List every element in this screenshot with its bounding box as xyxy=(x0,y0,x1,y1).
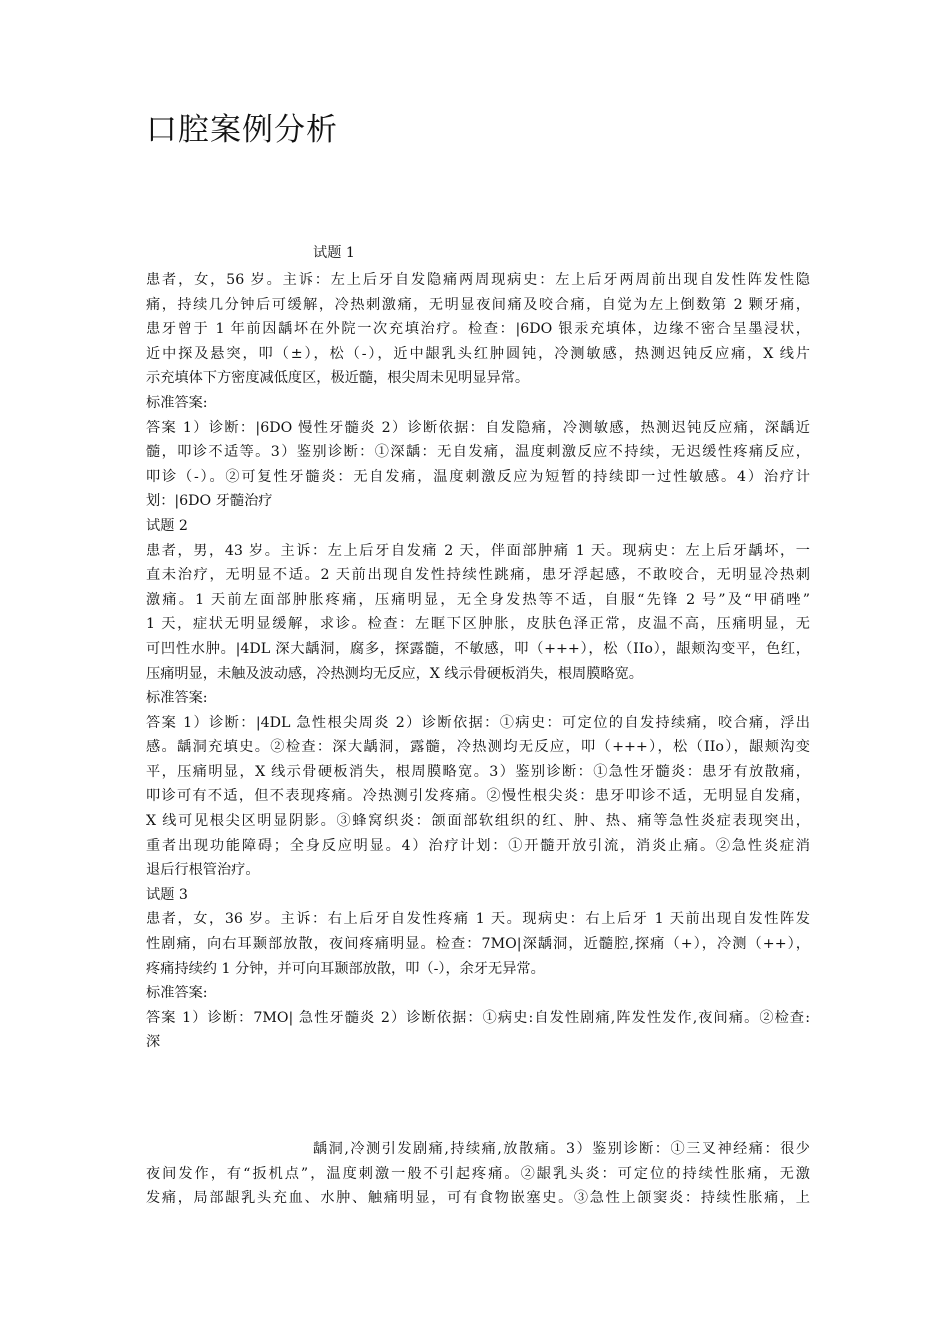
continuation-line: 龋洞,冷测引发剧痛,持续痛,放散痛。3）鉴别诊断：①三叉神经痛：很少 xyxy=(313,1141,810,1157)
question-2-heading: 试题 2 xyxy=(146,517,188,534)
q3-answer-line: 深 xyxy=(146,1034,161,1051)
q1-answer-line: 叩诊（-）。②可复性牙髓炎：无自发痛，温度刺激反应为短暂的持续即一过性敏感。4）治疗计 xyxy=(146,468,810,485)
question-1-body xyxy=(146,268,810,1055)
q2-answer-line: X 线可见根尖区明显阴影。③蜂窝织炎：颌面部软组织的红、肿、热、痛等急性炎症表现突出， xyxy=(146,813,810,830)
q2-answer-line: 答案 1）诊断：|4DL 急性根尖周炎 2）诊断依据：①病史：可定位的自发持续痛，咬合痛，浮出 xyxy=(146,714,810,731)
q2-line: 直未治疗，无明显不适。2 天前出现自发性持续性跳痛，患牙浮起感，不敢咬合，无明显冷热刺 xyxy=(146,567,810,584)
q2-answer-line: 感。龋洞充填史。②检查：深大龋洞，露髓，冷热测均无反应，叩（+++），松（IIo），龈颊沟变 xyxy=(146,739,810,756)
continuation-line: 夜间发作，有“扳机点”，温度刺激一般不引起疼痛。②龈乳头炎：可定位的持续性胀痛，无激 xyxy=(146,1165,810,1182)
q3-line: 疼痛持续约 1 分钟，并可向耳颞部放散，叩（-），余牙无异常。 xyxy=(146,960,545,977)
q2-answer-line: 退后行根管治疗。 xyxy=(146,862,260,879)
q1-answer-label: 标准答案: xyxy=(146,394,208,411)
continuation-body xyxy=(146,1137,810,1211)
q3-line: 性剧痛，向右耳颞部放散，夜间疼痛明显。检查：7MO|深龋洞，近髓腔,探痛（+），冷测（++）， xyxy=(146,936,810,953)
q1-answer-line: 答案 1）诊断：|6DO 慢性牙髓炎 2）诊断依据：自发隐痛，冷测敏感，热测迟钝反应痛，深龋近 xyxy=(146,419,810,436)
q2-line: 1 天，症状无明显缓解，求诊。检查：左眶下区肿胀，皮肤色泽正常，皮温不高，压痛明显，无 xyxy=(146,616,810,633)
q3-answer-line: 答案 1）诊断：7MO| 急性牙髓炎 2）诊断依据：①病史:自发性剧痛,阵发性发作,夜间痛。②检查: xyxy=(146,1009,810,1026)
q2-line: 激痛。1 天前左面部肿胀疼痛，压痛明显，无全身发热等不适，自服“先锋 2 号”及“甲硝唑” xyxy=(146,591,810,608)
q1-line: 患者，女，56 岁。主诉：左上后牙自发隐痛两周现病史：左上后牙两周前出现自发性阵发性隐 xyxy=(146,272,810,288)
q3-line: 患者，女，36 岁。主诉：右上后牙自发性疼痛 1 天。现病史：右上后牙 1 天前出现自发性阵发 xyxy=(146,911,810,928)
q1-answer-line: 髓，叩诊不适等。3）鉴别诊断：①深龋：无自发痛，温度刺激反应不持续，无迟缓性疼痛反应， xyxy=(146,444,810,461)
q2-answer-line: 重者出现功能障碍；全身反应明显。4）治疗计划：①开髓开放引流，消炎止痛。②急性炎症消 xyxy=(146,837,810,854)
document-title: 口腔案例分析 xyxy=(146,112,338,148)
q1-line: 近中探及悬突，叩（±），松（-），近中龈乳头红肿圆钝，冷测敏感，热测迟钝反应痛，X 线片 xyxy=(146,345,810,362)
q3-answer-label: 标准答案: xyxy=(146,985,208,1002)
question-1-heading: 试题 1 xyxy=(313,245,355,261)
q2-answer-line: 平，压痛明显，X 线示骨硬板消失，根周膜略宽。3）鉴别诊断：①急性牙髓炎：患牙有放散痛， xyxy=(146,763,810,780)
continuation-line: 发痛，局部龈乳头充血、水肿、触痛明显，可有食物嵌塞史。③急性上颌窦炎：持续性胀痛，上 xyxy=(146,1190,810,1207)
q2-line: 患者，男，43 岁。主诉：左上后牙自发痛 2 天，伴面部肿痛 1 天。现病史：左上后牙龋坏，一 xyxy=(146,542,810,559)
q2-answer-line: 叩诊可有不适，但不表现疼痛。冷热测引发疼痛。②慢性根尖炎：患牙叩诊不适，无明显自发痛， xyxy=(146,788,810,805)
q1-line: 痛，持续几分钟后可缓解，冷热刺激痛，无明显夜间痛及咬合痛，自觉为左上倒数第 2 颗牙痛， xyxy=(146,296,810,313)
q1-line: 患牙曾于 1 年前因龋坏在外院一次充填治疗。检查：|6DO 银汞充填体，边缘不密合呈墨浸状， xyxy=(146,321,810,338)
q2-line: 压痛明显，未触及波动感，冷热测均无反应，X 线示骨硬板消失，根周膜略宽。 xyxy=(146,665,643,682)
q2-line: 可凹性水肿。|4DL 深大龋洞，腐多，探露髓，不敏感，叩（+++），松（IIo），龈颊沟变平，色红， xyxy=(146,640,810,657)
question-3-heading: 试题 3 xyxy=(146,886,188,903)
q1-answer-line: 划：|6DO 牙髓治疗 xyxy=(146,493,273,510)
q2-answer-label: 标准答案: xyxy=(146,690,208,707)
q1-line: 示充填体下方密度减低度区，极近髓，根尖周未见明显异常。 xyxy=(146,370,530,387)
